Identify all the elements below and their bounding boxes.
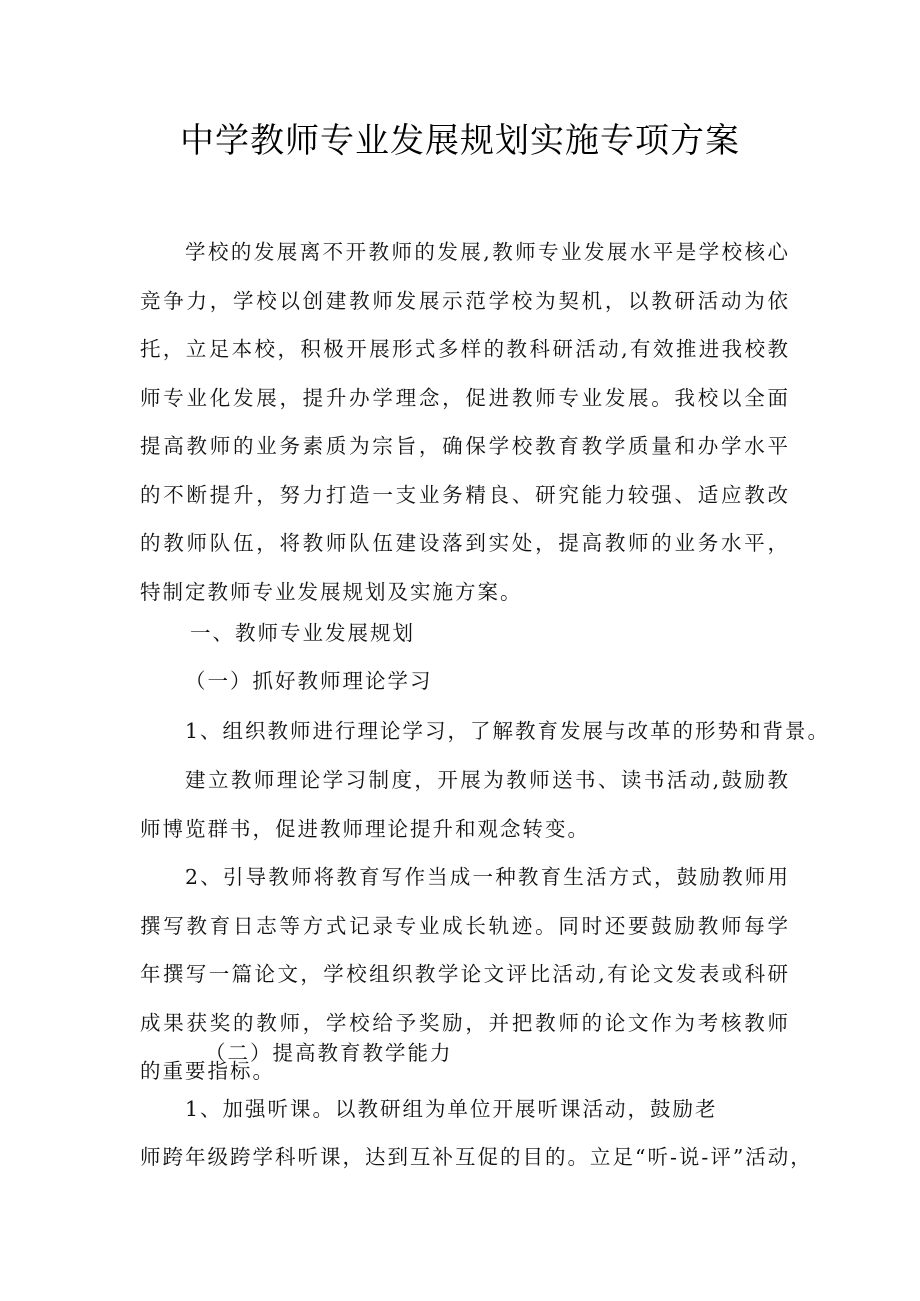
list-item: 1、组织教师进行理论学习，了解教育发展与改革的形势和背景。 [185, 719, 831, 743]
list-item: 2、引导教师将教育写作当成一种教育生活方式，鼓励教师用撰写教育日志等方式记录专业成长轨迹。同时还要鼓励教师每学年撰写一篇论文，学校组织教学论文评比活动,有论文发表或科研成果获奖的教师，学校给予奖励，并把教师的论文作为考核教师的重要指标。 [140, 865, 790, 1083]
paragraph: 建立教师理论学习制度，开展为教师送书、读书活动,鼓励教师博览群书，促进教师理论提升和观念转变。 [140, 768, 790, 841]
intro-paragraph: 学校的发展离不开教师的发展,教师专业发展水平是学校核心竞争力，学校以创建教师发展示范学校为契机，以教研活动为依托，立足本校，积极开展形式多样的教科研活动,有效推进我校教师专业化发展，提升办学理念，促进教师专业发展。我校以全面提高教师的业务素质为宗旨，确保学校教育教学质量和办学水平的不断提升，努力打造一支业务精良、研究能力较强、适应教改的教师队伍，将教师队伍建设落到实处，提高教师的业务水平，特制定教师专业发展规划及实施方案。 [140, 240, 790, 604]
paragraph-line: 师跨年级跨学科听课，达到互补互促的目的。立足“听-说-评”活动， [140, 1145, 813, 1169]
document-title: 中学教师专业发展规划实施专项方案 [180, 121, 740, 161]
list-item: 1、加强听课。以教研组为单位开展听课活动，鼓励老 [185, 1097, 718, 1121]
subsection-heading: （二）提高教育教学能力 [205, 1041, 453, 1065]
subsection-heading: （一）抓好教师理论学习 [185, 669, 433, 693]
section-heading: 一、教师专业发展规划 [190, 621, 415, 645]
